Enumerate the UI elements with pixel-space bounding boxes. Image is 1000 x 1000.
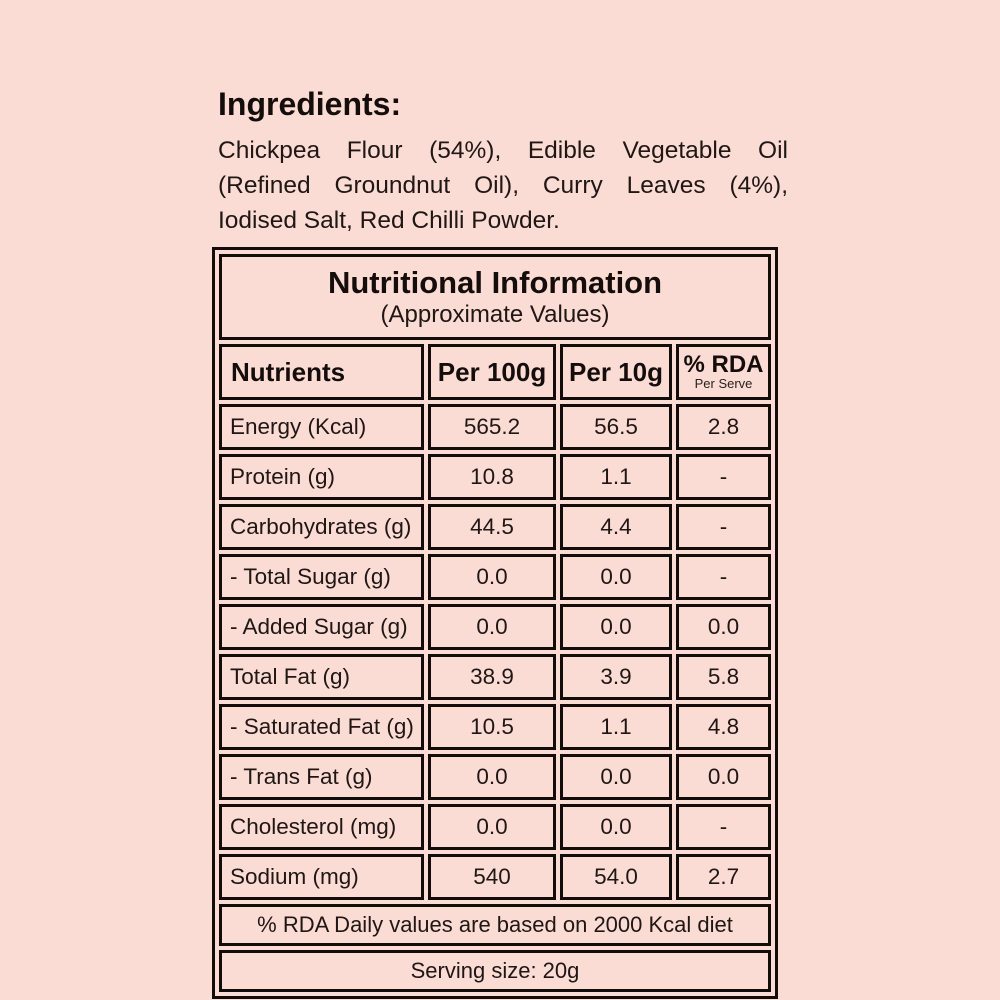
column-header-nutrients: Nutrients: [219, 344, 424, 400]
nutrient-cell: - Trans Fat (g): [219, 754, 424, 800]
ingredients-section: [218, 86, 788, 238]
rda-footnote-row: [219, 904, 771, 946]
column-header-per100g: Per 100g: [428, 344, 556, 400]
per100g-cell: 0.0: [428, 554, 556, 600]
per100g-cell: 10.8: [428, 454, 556, 500]
rda-cell: -: [676, 454, 771, 500]
table-title-row: [219, 254, 771, 340]
rda-footnote: % RDA Daily values are based on 2000 Kcal diet: [219, 904, 771, 946]
table-row: [219, 404, 771, 450]
per10g-cell: 4.4: [560, 504, 672, 550]
table-row: [219, 604, 771, 650]
column-header-per10g: Per 10g: [560, 344, 672, 400]
column-header-rda: [676, 344, 771, 400]
rda-cell: 0.0: [676, 604, 771, 650]
rda-cell: 2.8: [676, 404, 771, 450]
rda-header-subnote: Per Serve: [694, 375, 753, 391]
table-row: [219, 554, 771, 600]
per10g-cell: 0.0: [560, 804, 672, 850]
per100g-cell: 565.2: [428, 404, 556, 450]
table-row: [219, 854, 771, 900]
nutrient-cell: Carbohydrates (g): [219, 504, 424, 550]
per10g-cell: 54.0: [560, 854, 672, 900]
per10g-cell: 0.0: [560, 554, 672, 600]
per10g-cell: 1.1: [560, 454, 672, 500]
rda-cell: 4.8: [676, 704, 771, 750]
rda-cell: -: [676, 554, 771, 600]
nutrient-cell: - Added Sugar (g): [219, 604, 424, 650]
per100g-cell: 0.0: [428, 804, 556, 850]
per10g-cell: 56.5: [560, 404, 672, 450]
ingredients-text: Chickpea Flour (54%), Edible Vegetable Oil (Refined Groundnut Oil), Curry Leaves (4%), Iodised Salt, Red Chilli Powder.: [218, 137, 788, 234]
table-subtitle: (Approximate Values): [380, 301, 610, 328]
table-row: [219, 504, 771, 550]
nutrient-cell: Sodium (mg): [219, 854, 424, 900]
nutrient-cell: - Saturated Fat (g): [219, 704, 424, 750]
table-row: [219, 704, 771, 750]
nutrient-cell: Total Fat (g): [219, 654, 424, 700]
nutrient-cell: Energy (Kcal): [219, 404, 424, 450]
rda-cell: 5.8: [676, 654, 771, 700]
nutrient-cell: - Total Sugar (g): [219, 554, 424, 600]
per10g-cell: 0.0: [560, 754, 672, 800]
per10g-cell: 0.0: [560, 604, 672, 650]
serving-size-row: [219, 950, 771, 992]
nutrient-cell: Cholesterol (mg): [219, 804, 424, 850]
per10g-cell: 1.1: [560, 704, 672, 750]
per100g-cell: 44.5: [428, 504, 556, 550]
table-row: [219, 654, 771, 700]
rda-cell: 0.0: [676, 754, 771, 800]
rda-cell: -: [676, 804, 771, 850]
nutrient-rows: [219, 404, 771, 900]
per10g-cell: 3.9: [560, 654, 672, 700]
per100g-cell: 38.9: [428, 654, 556, 700]
nutrition-table: [212, 247, 778, 999]
table-row: [219, 754, 771, 800]
table-header-row: [219, 344, 771, 400]
table-row: [219, 804, 771, 850]
per100g-cell: 0.0: [428, 754, 556, 800]
rda-cell: -: [676, 504, 771, 550]
table-title-cell: [219, 254, 771, 340]
per100g-cell: 0.0: [428, 604, 556, 650]
per100g-cell: 10.5: [428, 704, 556, 750]
rda-header-label: % RDA: [683, 350, 764, 378]
rda-cell: 2.7: [676, 854, 771, 900]
per100g-cell: 540: [428, 854, 556, 900]
serving-size: Serving size: 20g: [219, 950, 771, 992]
table-title: Nutritional Information: [327, 265, 663, 300]
table-row: [219, 454, 771, 500]
nutrient-cell: Protein (g): [219, 454, 424, 500]
ingredients-heading: Ingredients:: [218, 86, 402, 122]
